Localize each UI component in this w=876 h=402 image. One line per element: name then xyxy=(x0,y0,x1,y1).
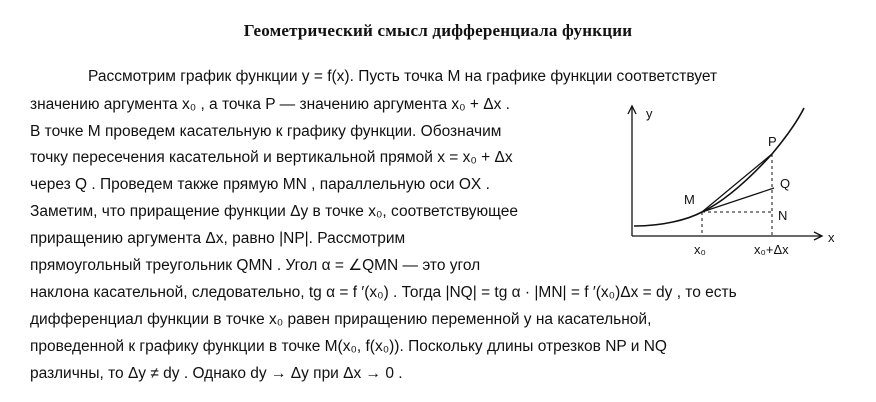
text-line: значению аргумента x₀ , а точка P — значению аргумента x₀ + Δx . xyxy=(30,96,510,113)
text-line: наклона касательной, следовательно, tg α = f ′(x₀) . Тогда |NQ| = tg α · |MN| = f ′(x₀)Δx = dy , то есть xyxy=(30,284,737,301)
y-axis-label: y xyxy=(646,106,653,121)
text-line: Рассмотрим график функции y = f(x). Пусть точка M на графике функции соответствует xyxy=(88,68,718,85)
text-line: проведенной к графику функции в точке M(x₀, f(x₀)). Поскольку длины отрезков NP и NQ xyxy=(30,338,667,355)
document-title: Геометрический смысл дифференциала функции xyxy=(243,21,633,40)
point-q-label: Q xyxy=(780,176,791,191)
text-line: различны, то Δy ≠ dy . Однако dy → Δy при Δx → 0 . xyxy=(30,365,403,382)
x0-tick-label: x₀ xyxy=(694,242,706,257)
text-line: дифференциал функции в точке x₀ равен приращению переменной y на касательной, xyxy=(30,311,652,328)
x-axis-label: x xyxy=(828,230,835,245)
text-line: точку пересечения касательной и вертикальной прямой x = x₀ + Δx xyxy=(30,149,513,166)
text-line: приращению аргумента Δx, равно |NP|. Рассмотрим xyxy=(30,230,406,247)
text-line: через Q . Проведем также прямую MN , параллельную оси OX . xyxy=(30,176,490,193)
x0dx-tick-label: x₀+Δx xyxy=(754,242,789,257)
tangent-diagram xyxy=(622,104,854,268)
point-n-label: N xyxy=(778,208,788,223)
tangent-line xyxy=(702,188,774,212)
text-line: В точке M проведем касательную к графику функции. Обозначим xyxy=(30,123,502,140)
point-m-label: M xyxy=(684,192,695,207)
tangent-diagram-svg xyxy=(622,104,854,268)
point-p-label: P xyxy=(768,134,777,149)
text-line: прямоугольный треугольник QMN . Угол α = ∠QMN — это угол xyxy=(30,257,481,274)
text-line: Заметим, что приращение функции Δy в точке x₀, соответствующее xyxy=(30,203,518,220)
secant-line xyxy=(702,154,772,212)
